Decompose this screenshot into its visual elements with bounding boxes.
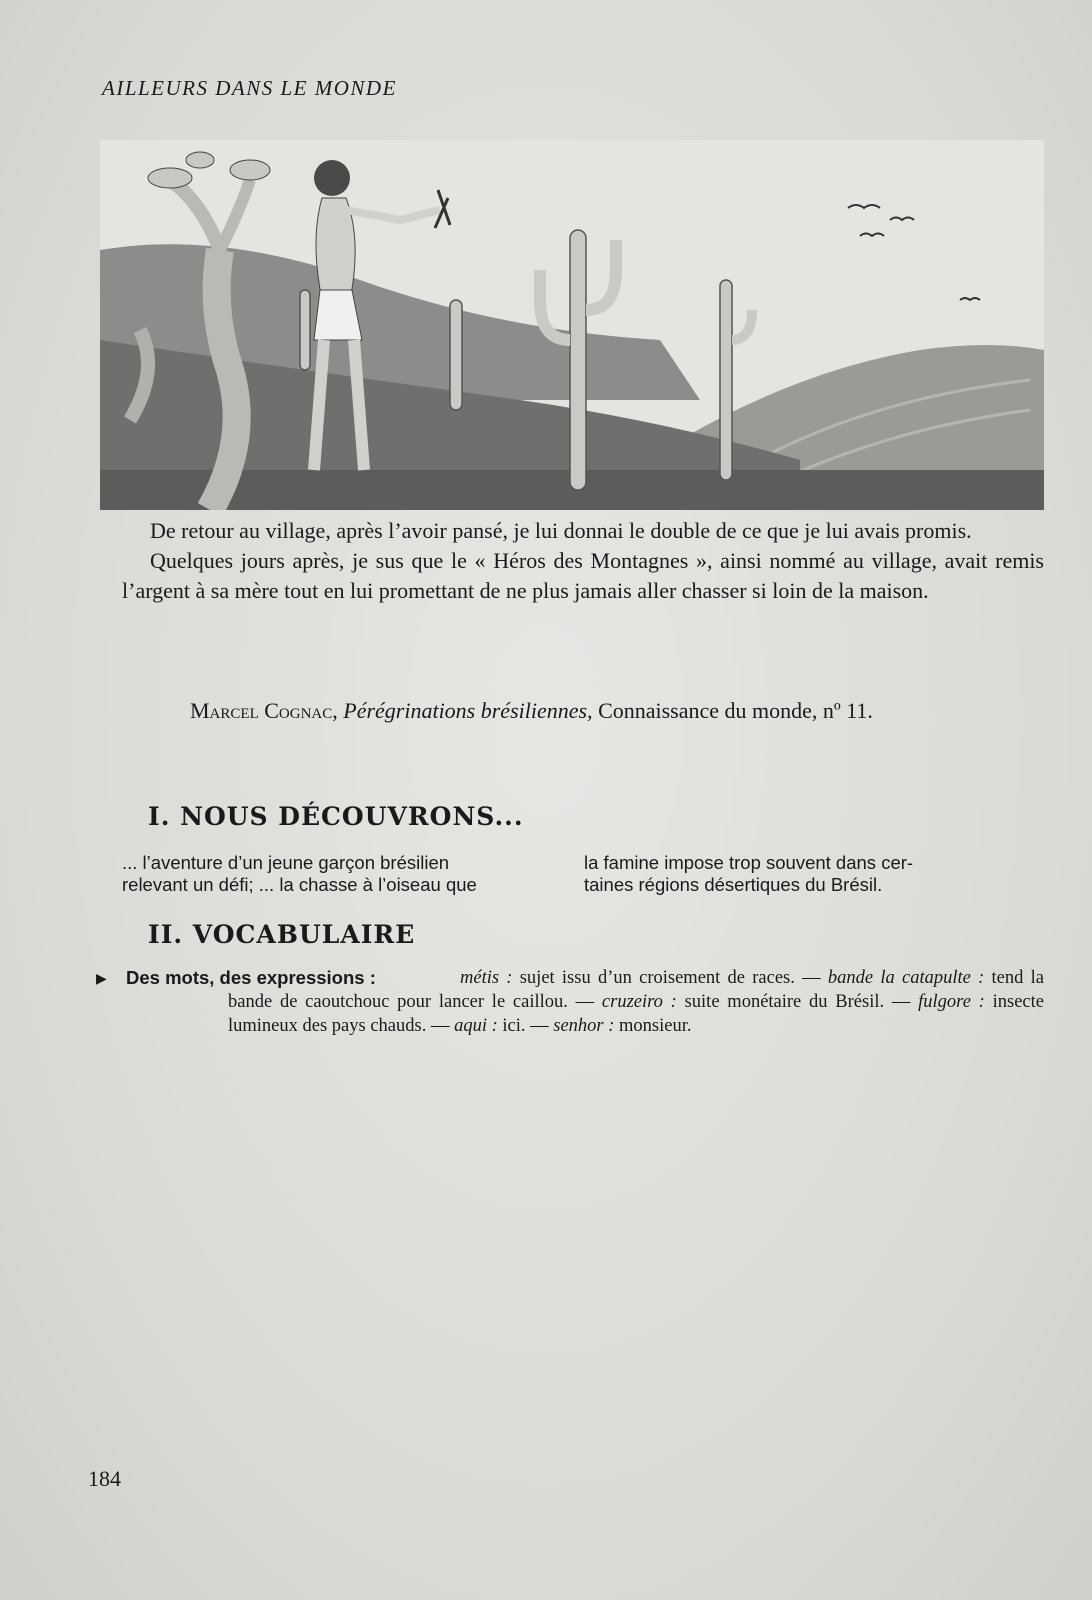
vocab-term: cruzeiro : bbox=[601, 992, 677, 1012]
author-name: Marcel Cognac, bbox=[190, 698, 338, 723]
vocab-term: aqui : bbox=[454, 1016, 498, 1036]
discover-line: ... l’aventure d’un jeune garçon brésilien bbox=[122, 852, 450, 873]
illustration-boy-with-slingshot bbox=[100, 140, 1044, 510]
story-text bbox=[122, 516, 1044, 606]
collection-name: Connaissance du monde, nº 11. bbox=[598, 698, 873, 723]
vocab-definition: insecte lumineux des pays chauds. — bbox=[228, 992, 1044, 1036]
story-paragraph-1: De retour au village, après l’avoir pansé, je lui donnai le double de ce que je lui avais promis. bbox=[150, 518, 972, 543]
story-paragraph-2: Quelques jours après, je sus que le « Héros des Montagnes », ainsi nommé au village, avait remis l’argent à sa mère tout en lui promettant de ne plus jamais aller chasser si loin de la maison. bbox=[122, 548, 1044, 603]
running-title: AILLEURS DANS LE MONDE bbox=[102, 76, 397, 100]
section-heading-discover: I. NOUS DÉCOUVRONS... bbox=[148, 802, 524, 831]
vocab-definition: sujet issu d’un croisement de races. — bbox=[512, 968, 828, 988]
vocab-definition: tend la bande de caoutchouc pour lancer le caillou. — bbox=[228, 968, 1044, 1012]
source-attribution bbox=[190, 698, 1020, 724]
work-title: Pérégrinations brésiliennes, bbox=[343, 698, 593, 723]
vocab-term: métis : bbox=[460, 968, 513, 988]
triangle-bullet-icon: ▶ bbox=[96, 972, 107, 987]
vocab-term: bande la catapulte : bbox=[827, 968, 985, 988]
vocab-definition: suite monétaire du Brésil. — bbox=[676, 992, 919, 1012]
page-number: 184 bbox=[88, 1466, 121, 1491]
vocab-definition: ici. — bbox=[497, 1016, 554, 1036]
vocabulary-entries bbox=[228, 966, 1044, 1038]
discover-line: taines régions désertiques du Brésil. bbox=[584, 874, 883, 895]
section-heading-vocabulary: II. VOCABULAIRE bbox=[148, 920, 416, 949]
vocab-term: fulgore : bbox=[918, 992, 985, 1012]
discover-line: relevant un défi; ... la chasse à l’oiseau que bbox=[122, 874, 477, 895]
discover-column-left bbox=[122, 852, 552, 896]
vocabulary-label: Des mots, des expressions : bbox=[126, 967, 376, 988]
vocab-term: senhor : bbox=[553, 1016, 615, 1036]
discover-line: la famine impose trop souvent dans cer- bbox=[584, 852, 914, 873]
vocab-definition: monsieur. bbox=[614, 1016, 692, 1036]
discover-column-right bbox=[584, 852, 1044, 896]
